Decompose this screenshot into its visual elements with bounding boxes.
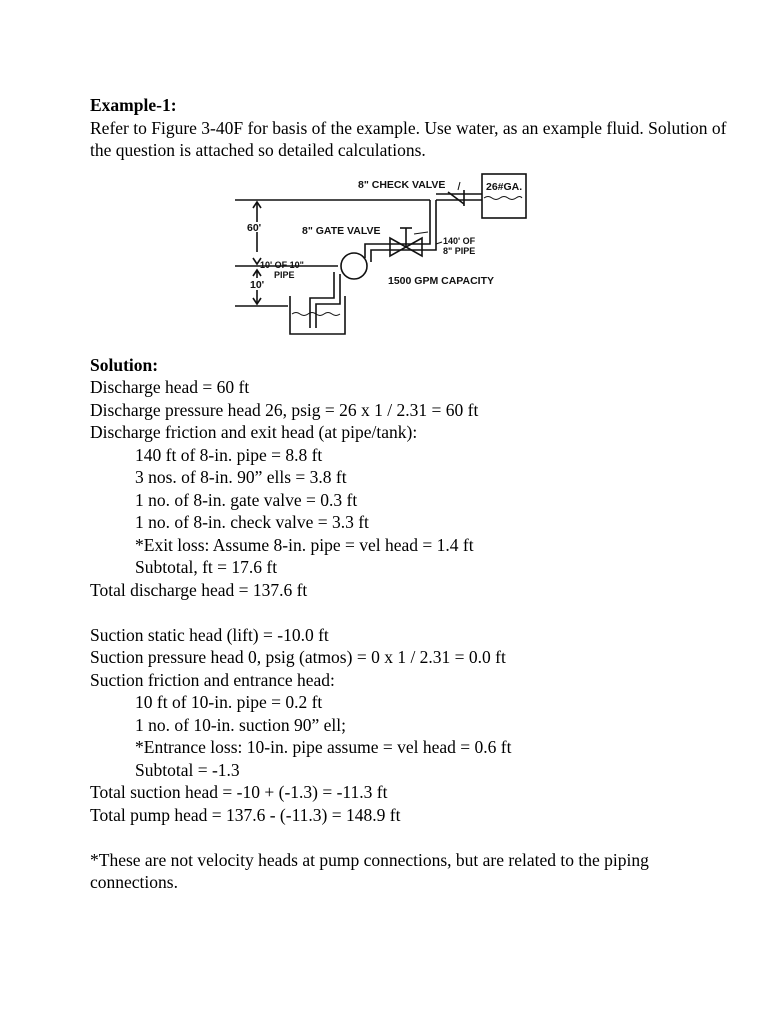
solution-heading: Solution:	[90, 354, 159, 375]
tank-water-surface	[484, 197, 522, 200]
suction-friction-heading: Suction friction and entrance head:	[90, 669, 335, 690]
suction-item: 10 ft of 10-in. pipe = 0.2 ft	[135, 692, 323, 712]
gate-valve-symbol	[390, 238, 406, 256]
suction-pipe-label: PIPE	[274, 270, 295, 280]
spacer	[90, 601, 730, 624]
capacity-label: 1500 GPM CAPACITY	[388, 275, 494, 287]
leader-line	[458, 182, 460, 190]
leader-line	[436, 242, 442, 244]
discharge-friction-heading: Discharge friction and exit head (at pipe/tank):	[90, 422, 418, 442]
discharge-item: 1 no. of 8-in. gate valve = 0.3 ft	[135, 489, 358, 510]
discharge-item: *Exit loss: Assume 8-in. pipe = vel head = 1.4 ft	[135, 534, 474, 555]
discharge-pipe	[371, 200, 436, 262]
discharge-item: 140 ft of 8-in. pipe = 8.8 ft	[135, 444, 323, 465]
total-pump-head: Total pump head = 137.6 - (-11.3) = 148.9 ft	[90, 804, 401, 825]
suction-item: 1 no. of 10-in. suction 90” ell;	[135, 714, 346, 735]
suction-subtotal: Subtotal = -1.3	[135, 759, 240, 780]
discharge-item: 1 no. of 8-in. check valve = 3.3 ft	[135, 512, 369, 532]
dimension-label-60: 60'	[247, 222, 262, 234]
suction-static-head: Suction static head (lift) = -10.0 ft	[90, 624, 329, 645]
footnote: *These are not velocity heads at pump connections, but are related to the piping connections.	[90, 849, 649, 892]
suction-pipe	[310, 272, 334, 328]
pump-casing	[341, 253, 367, 279]
dimension-label-10: 10'	[250, 279, 265, 291]
suction-pipe	[316, 274, 340, 328]
total-suction-head: Total suction head = -10 + (-1.3) = -11.3 ft	[90, 782, 388, 802]
spacer	[90, 826, 730, 849]
gauge-label: 26#GA.	[486, 181, 523, 193]
pump-system-figure	[230, 168, 530, 342]
discharge-item: 3 nos. of 8-in. 90” ells = 3.8 ft	[135, 467, 347, 487]
discharge-subtotal: Subtotal, ft = 17.6 ft	[135, 557, 278, 577]
discharge-head: Discharge head = 60 ft	[90, 377, 250, 397]
example-intro: Refer to Figure 3-40F for basis of the example. Use water, as an example fluid. Solution of the question is attached so detailed calculations.	[90, 117, 727, 160]
discharge-pipe-label: 140' OF	[443, 236, 476, 246]
gate-valve-label: 8" GATE VALVE	[302, 225, 381, 237]
leader-line	[414, 232, 428, 234]
suction-pipe-label: 10' OF 10"	[260, 260, 304, 270]
pump-system-diagram	[230, 168, 530, 342]
example-title: Example-1:	[90, 95, 177, 115]
gate-valve-symbol	[406, 238, 422, 256]
suction-pressure-head: Suction pressure head 0, psig (atmos) = 0 x 1 / 2.31 = 0.0 ft	[90, 647, 506, 667]
discharge-pressure-head: Discharge pressure head 26, psig = 26 x 1 / 2.31 = 60 ft	[90, 399, 479, 420]
total-discharge-head: Total discharge head = 137.6 ft	[90, 579, 308, 600]
discharge-pipe-label: 8" PIPE	[443, 246, 476, 256]
check-valve-label: 8" CHECK VALVE	[358, 179, 446, 191]
suction-item: *Entrance loss: 10-in. pipe assume = vel head = 0.6 ft	[135, 737, 512, 757]
